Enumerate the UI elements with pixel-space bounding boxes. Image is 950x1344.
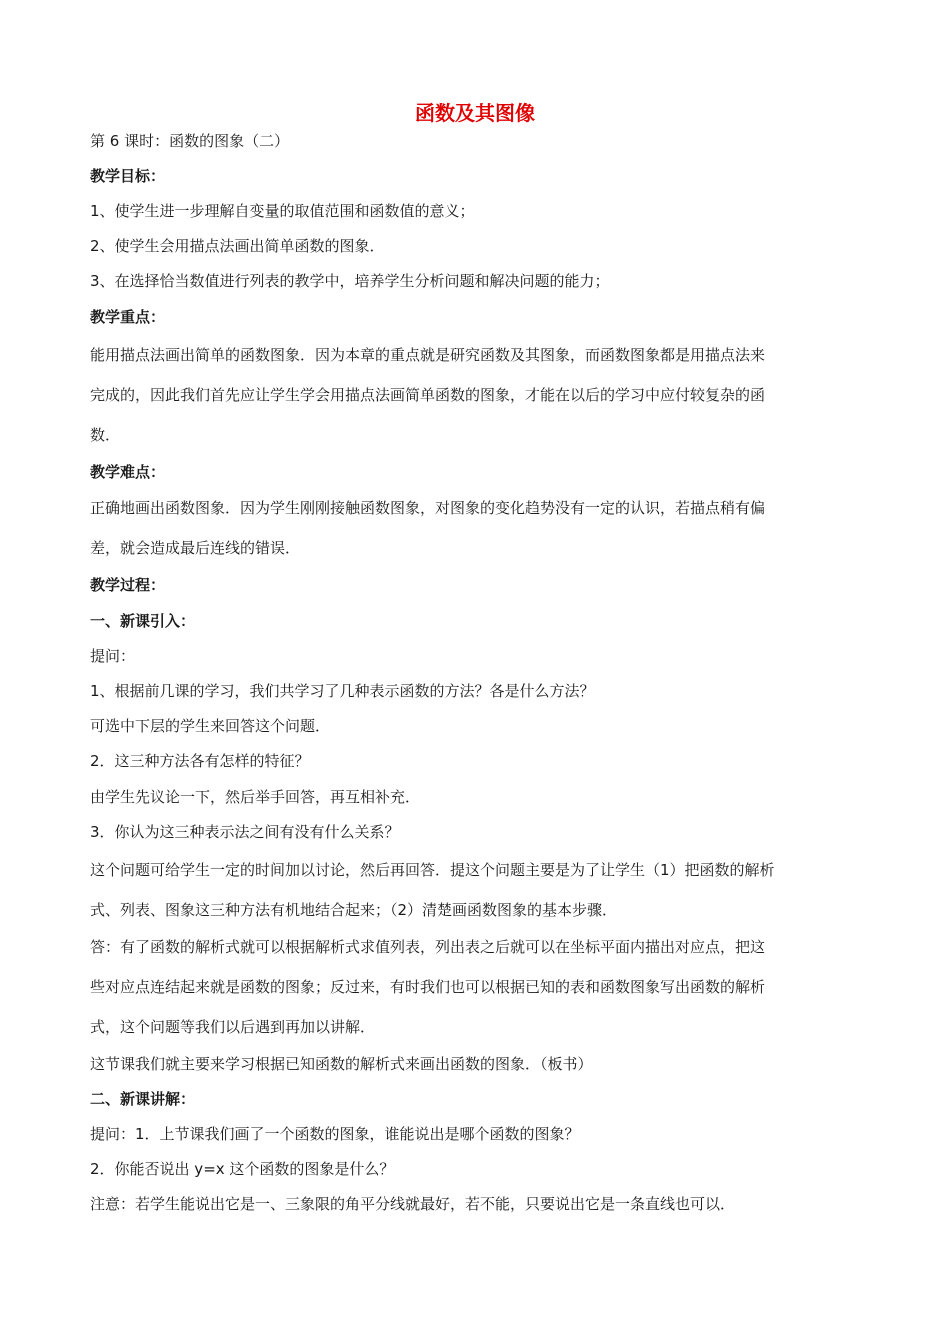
focus-paragraph-line: 能用描点法画出简单的函数图象．因为本章的重点就是研究函数及其图象，而函数图象都是用描点法来 (90, 346, 766, 364)
part1-line: 1、根据前几课的学习，我们共学习了几种表示函数的方法？各是什么方法？ (90, 682, 595, 700)
difficulty-paragraph-line: 正确地画出函数图象．因为学生刚刚接触函数图象，对图象的变化趋势没有一定的认识，若描点稍有偏 (90, 499, 766, 517)
focus-paragraph-line: 数． (90, 426, 121, 444)
focus-paragraph-line: 完成的，因此我们首先应让学生学会用描点法画简单函数的图象，才能在以后的学习中应付较复杂的函 (90, 386, 766, 404)
part1-heading: 一、新课引入： (90, 612, 196, 630)
part1-line: 可选中下层的学生来回答这个问题． (90, 717, 331, 735)
process-heading: 教学过程： (90, 576, 166, 594)
part1-line: 3．你认为这三种表示法之间有没有什么关系？ (90, 823, 400, 841)
difficulty-paragraph-line: 差，就会造成最后连线的错误． (90, 539, 301, 557)
difficulty-heading: 教学难点： (90, 463, 166, 481)
focus-heading: 教学重点： (90, 308, 166, 326)
part2-heading: 二、新课讲解： (90, 1090, 196, 1108)
part1-line: 由学生先议论一下，然后举手回答，再互相补充． (90, 788, 421, 806)
part1-line: 这节课我们就主要来学习根据已知函数的解析式来画出函数的图象．（板书） (90, 1055, 593, 1073)
part1-line: 2．这三种方法各有怎样的特征？ (90, 752, 310, 770)
goal-item: 1、使学生进一步理解自变量的取值范围和函数值的意义； (90, 202, 475, 220)
part1-line: 些对应点连结起来就是函数的图象；反过来，有时我们也可以根据已知的表和函数图象写出函数的解析 (90, 978, 766, 996)
part1-line: 答：有了函数的解析式就可以根据解析式求值列表，列出表之后就可以在坐标平面内描出对应点，把这 (90, 938, 766, 956)
part1-line: 式、列表、图象这三种方法有机地结合起来；（2）清楚画函数图象的基本步骤． (90, 901, 618, 919)
goal-item: 3、在选择恰当数值进行列表的教学中，培养学生分析问题和解决问题的能力； (90, 272, 610, 290)
document-title: 函数及其图像 (415, 101, 535, 125)
goals-heading: 教学目标： (90, 167, 166, 185)
part1-line: 提问： (90, 647, 136, 665)
part1-line: 式，这个问题等我们以后遇到再加以讲解． (90, 1018, 376, 1036)
part1-line: 这个问题可给学生一定的时间加以讨论，然后再回答．提这个问题主要是为了让学生（1）把函数的解析 (90, 861, 775, 879)
goal-item: 2、使学生会用描点法画出简单函数的图象． (90, 237, 385, 255)
part2-line: 注意：若学生能说出它是一、三象限的角平分线就最好，若不能，只要说出它是一条直线也可以． (90, 1195, 736, 1213)
part2-line: 提问：1．上节课我们画了一个函数的图象，谁能说出是哪个函数的图象？ (90, 1125, 580, 1143)
lesson-subtitle: 第 6 课时：函数的图象（二） (90, 132, 290, 150)
part2-line: 2．你能否说出 y=x 这个函数的图象是什么？ (90, 1160, 395, 1178)
